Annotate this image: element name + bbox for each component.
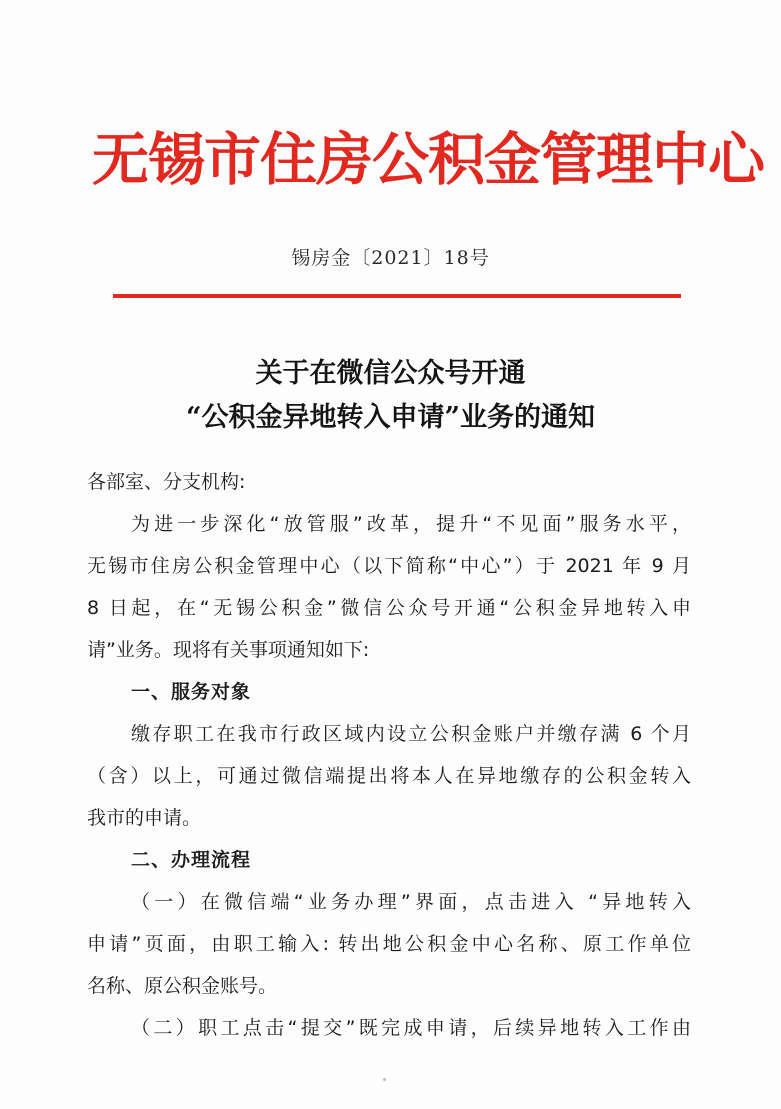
section-1-heading: 一、服务对象 [131,681,252,703]
section-2-line-3: 名称、原公积金账号。 [87,975,278,997]
salutation: 各部室、分支机构: [87,471,246,493]
intro-line-1: 为进一步深化“放管服”改革，提升“不见面”服务水平， [131,513,691,535]
red-divider-line [113,294,681,298]
notice-title [0,352,781,440]
page-dot [383,1078,386,1081]
document-number: 锡房金〔2021〕18号 [291,247,490,269]
intro-line-4: 请”业务。现将有关事项通知如下: [87,639,370,661]
intro-line-2: 无锡市住房公积金管理中心（以下简称“中心”）于 2021 年 9 月 [87,555,691,577]
section-2-line-1: （一）在微信端“业务办理”界面，点击进入 “异地转入 [131,891,691,913]
notice-body [87,461,691,1049]
section-2-heading: 二、办理流程 [131,849,252,871]
intro-line-3: 8 日起，在“无锡公积金”微信公众号开通“公积金异地转入申 [87,597,691,619]
section-1-line-3: 我市的申请。 [87,807,202,829]
section-2-line-2: 申请”页面，由职工输入: 转出地公积金中心名称、原工作单位 [87,933,691,955]
agency-title: 无锡市住房公积金管理中心 [92,126,764,193]
notice-title-line-1: 关于在微信公众号开通 [255,358,526,389]
section-2-line-4: （二）职工点击“提交”既完成申请，后续异地转入工作由 [131,1017,691,1039]
notice-title-line-2: “公积金异地转入申请”业务的通知 [185,402,596,433]
section-1-line-2: （含）以上，可通过微信端提出将本人在异地缴存的公积金转入 [87,765,691,787]
section-1-line-1: 缴存职工在我市行政区域内设立公积金账户并缴存满 6 个月 [131,723,691,745]
